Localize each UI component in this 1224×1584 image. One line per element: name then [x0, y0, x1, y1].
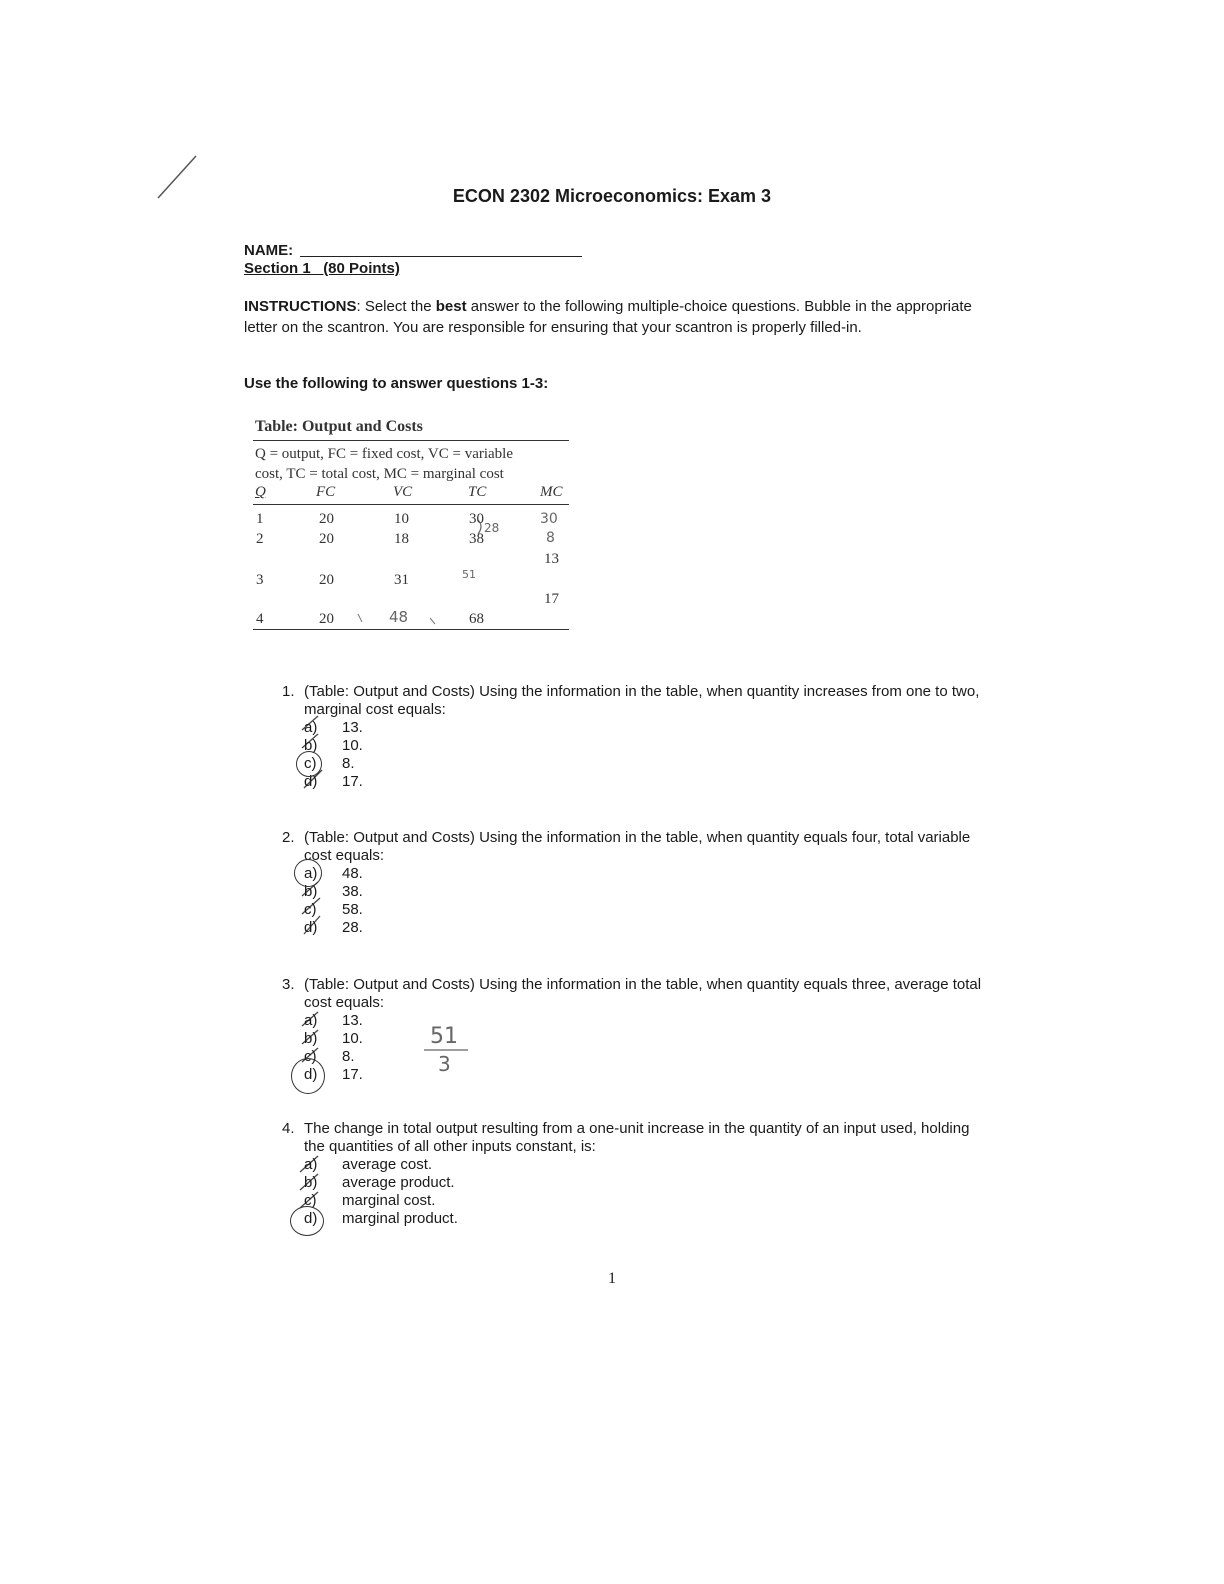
table-top-rule — [253, 440, 569, 441]
table-cell-fc: 20 — [319, 572, 334, 588]
option-letter-b[interactable]: b) — [304, 1030, 318, 1047]
table-reference-note: Use the following to answer questions 1-3: — [244, 375, 549, 392]
instructions-label: INSTRUCTIONS — [244, 298, 357, 315]
option-letter-d[interactable]: d) — [304, 1210, 318, 1227]
option-text-a: 48. — [342, 865, 363, 882]
table-header-vc: VC — [393, 484, 413, 500]
table-cell-q: 1 — [256, 511, 264, 527]
table-cell-tc: 30 — [469, 511, 484, 527]
table-title: Table: Output and Costs — [255, 418, 423, 435]
table-cell-vc: 10 — [394, 511, 409, 527]
question-1 — [282, 683, 982, 793]
option-text-b: 10. — [342, 737, 363, 754]
selected-answer-circle — [290, 1206, 324, 1236]
table-header-mc: MC — [540, 484, 563, 500]
table-header-q: Q — [255, 484, 266, 500]
option-letter-a[interactable]: a) — [304, 865, 318, 882]
option-text-a: average cost. — [342, 1156, 433, 1173]
table-cell-q: 2 — [256, 531, 264, 547]
option-text-d: 17. — [342, 773, 363, 790]
option-text-c: 58. — [342, 901, 363, 918]
option-text-b: 38. — [342, 883, 363, 900]
table-cell-fc: 20 — [319, 511, 334, 527]
handwritten-mc-2: 8 — [546, 530, 555, 546]
option-letter-b[interactable]: b) — [304, 1174, 318, 1191]
question-text: (Table: Output and Costs) Using the information in the table, when quantity equals three, average total cost equals: — [304, 976, 982, 1011]
option-letter-c[interactable]: c) — [304, 901, 317, 918]
handwritten-denominator: 3 — [438, 1052, 451, 1076]
tick-mark — [358, 614, 362, 622]
option-text-d: 28. — [342, 919, 363, 936]
option-letter-a[interactable]: a) — [304, 1012, 318, 1029]
option-text-b: average product. — [342, 1174, 455, 1191]
option-text-a: 13. — [342, 1012, 363, 1029]
table-header-tc: TC — [468, 484, 487, 500]
table-bottom-rule — [253, 629, 569, 630]
exam-title: ECON 2302 Microeconomics: Exam 3 — [452, 186, 772, 206]
question-text: (Table: Output and Costs) Using the information in the table, when quantity equals four, total variable cost equals: — [304, 829, 971, 864]
option-letter-b[interactable]: b) — [304, 883, 318, 900]
option-letter-b[interactable]: b) — [304, 737, 318, 754]
instructions-bold-word: best — [435, 298, 467, 315]
question-3 — [282, 976, 982, 1096]
name-label: NAME: — [244, 242, 294, 259]
table-cell-tc: 68 — [469, 611, 484, 627]
instructions-text-2: answer to the following multiple-choice questions. Bubble in the appropriate letter on the scantron. You are responsible for ensuring that your scantron is properly filled-in. — [244, 298, 972, 336]
handwritten-numerator: 51 — [430, 1024, 458, 1049]
option-letter-c[interactable]: c) — [304, 1048, 317, 1065]
table-caption-line-1: Q = output, FC = fixed cost, VC = variable — [255, 446, 513, 462]
table-cell-vc: 31 — [394, 572, 409, 588]
question-number: 2. — [282, 829, 295, 846]
handwritten-tc-3: 51 — [462, 568, 476, 581]
table-cell-q: 4 — [256, 611, 264, 627]
table-header-fc: FC — [316, 484, 336, 500]
option-letter-c[interactable]: c) — [304, 1192, 317, 1209]
table-cell-tc: 38 — [469, 531, 484, 547]
question-number: 4. — [282, 1120, 295, 1137]
question-number: 1. — [282, 683, 295, 700]
option-text-b: 10. — [342, 1030, 363, 1047]
table-cell-vc: 18 — [394, 531, 409, 547]
table-cell-fc: 20 — [319, 531, 334, 547]
option-letter-d[interactable]: d) — [304, 919, 318, 936]
option-text-c: 8. — [342, 755, 355, 772]
question-4 — [282, 1120, 982, 1240]
section-heading: Section 1 (80 Points) — [244, 260, 400, 277]
option-text-d: marginal product. — [342, 1210, 458, 1227]
selected-answer-circle — [296, 751, 322, 777]
table-header-rule — [253, 504, 569, 505]
page-number: 1 — [608, 1270, 616, 1287]
option-text-d: 17. — [342, 1066, 363, 1083]
table-caption-line-2: cost, TC = total cost, MC = marginal cost — [255, 466, 504, 482]
instructions-text-1: : Select the — [356, 298, 436, 315]
question-text: The change in total output resulting from a one-unit increase in the quantity of an input used, holding the quantities of all other inputs constant, is: — [304, 1120, 970, 1155]
question-2 — [282, 829, 982, 939]
option-text-c: 8. — [342, 1048, 355, 1065]
instructions — [244, 296, 984, 338]
name-field-line[interactable] — [300, 256, 582, 257]
handwritten-tc-note: 28 — [484, 521, 500, 535]
option-letter-c[interactable]: c) — [304, 755, 317, 772]
table-caption — [255, 444, 573, 484]
table-cell-q: 3 — [256, 572, 264, 588]
handwritten-mc-1: 30 — [540, 511, 558, 527]
selected-answer-circle — [294, 859, 322, 887]
table-cell-fc: 20 — [319, 611, 334, 627]
question-number: 3. — [282, 976, 295, 993]
table-cell-mc: 13 — [544, 551, 559, 567]
option-text-a: 13. — [342, 719, 363, 736]
option-letter-a[interactable]: a) — [304, 719, 318, 736]
option-letter-a[interactable]: a) — [304, 1156, 318, 1173]
option-letter-d[interactable]: d) — [304, 773, 318, 790]
handwritten-vc-4: 48 — [389, 608, 409, 626]
option-letter-d[interactable]: d) — [304, 1066, 318, 1083]
option-text-c: marginal cost. — [342, 1192, 436, 1209]
tick-mark — [430, 618, 435, 624]
selected-answer-circle — [291, 1058, 325, 1094]
table-cell-mc: 17 — [544, 591, 559, 607]
question-text: (Table: Output and Costs) Using the information in the table, when quantity increases from one to two, marginal cost equals: — [304, 683, 980, 718]
